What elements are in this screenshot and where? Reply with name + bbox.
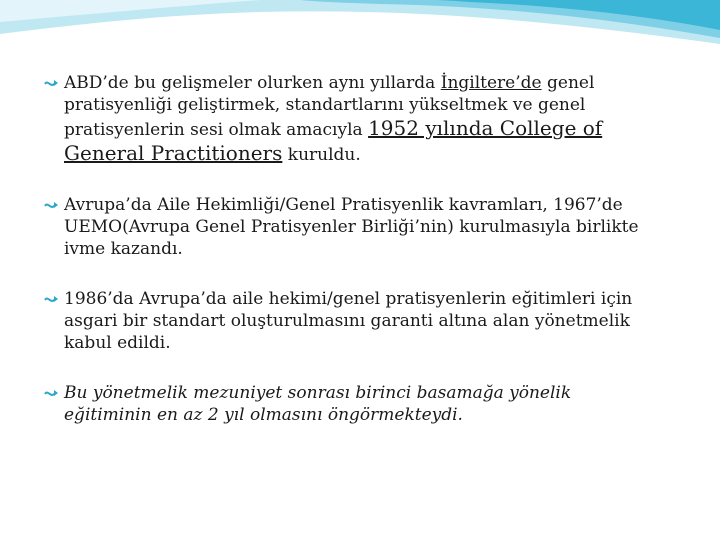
bullet-text: 1986’da Avrupa’da aile hekimi/genel pratisyenlerin eğitimleri için asgari bir standart oluşturulmasını garanti altına alan yönetmelik kabul edildi. (64, 289, 633, 353)
header-wave-decoration (0, 0, 720, 70)
bullet-text-part: kuruldu. (282, 145, 361, 165)
bullet-text-emphasis: 1952 yılında College of General Practitioners (64, 116, 603, 165)
slide-content (44, 72, 664, 454)
wavy-arrow-bullet-icon (44, 75, 60, 91)
bullet-item (44, 288, 664, 354)
bullet-text-part: genel pratisyenliği geliştirmek, standartlarını yükseltmek ve genel pratisyenlerin sesi olmak amacıyla (64, 73, 595, 140)
bullet-item (44, 72, 664, 166)
bullet-text-italic: Bu yönetmelik mezuniyet sonrası birinci basamağa yönelik eğitiminin en az 2 yıl olmasını öngörmekteydi. (64, 383, 572, 425)
bullet-text: Avrupa’da Aile Hekimliği/Genel Pratisyenlik kavramları, 1967’de UEMO(Avrupa Genel Pratisyenler Birliği’nin) kurulmasıyla birlikte ivme kazandı. (64, 195, 639, 259)
wavy-arrow-bullet-icon (44, 197, 60, 213)
bullet-text-part: ABD’de bu gelişmeler olurken aynı yıllarda (64, 73, 441, 93)
wavy-arrow-bullet-icon (44, 291, 60, 307)
bullet-text-underlined: İngiltere’de (440, 73, 542, 93)
bullet-item (44, 382, 664, 426)
wavy-arrow-bullet-icon (44, 385, 60, 401)
bullet-item (44, 194, 664, 260)
